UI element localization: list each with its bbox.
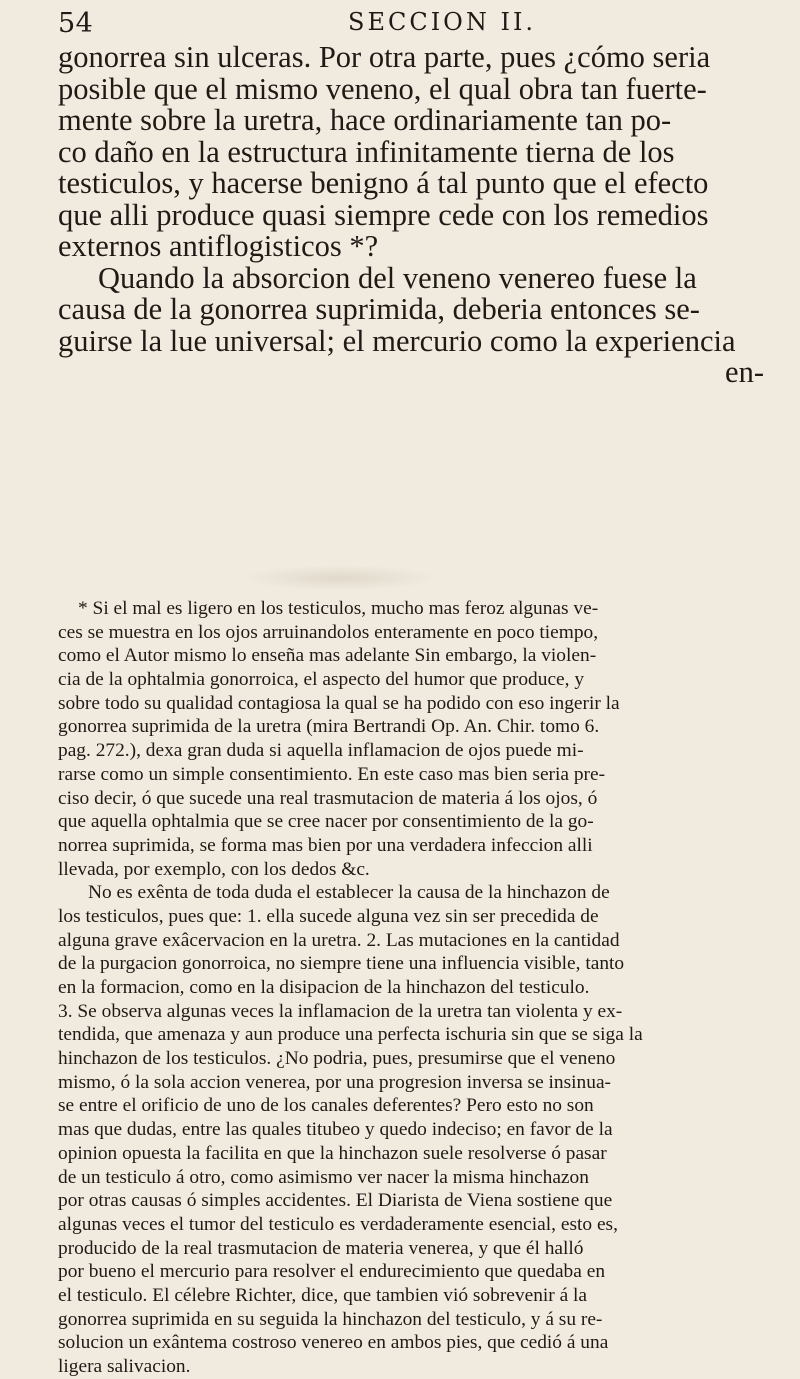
footnote-line: norrea suprimida, se forma mas bien por una verdadera infeccion alli xyxy=(58,834,593,856)
running-head: SECCION II. xyxy=(348,8,537,36)
footnote-line: gonorrea suprimida de la uretra (mira Bertrandi Op. An. Chir. tomo 6. xyxy=(58,716,600,738)
paper-stain xyxy=(240,565,440,591)
footnote-line: el testiculo. El célebre Richter, dice, que tambien vió sobrevenir á la xyxy=(58,1284,588,1306)
footnote-line: se entre el orificio de uno de los canales deferentes? Pero esto no son xyxy=(58,1095,594,1117)
footnote-line: 3. Se observa algunas veces la inflamacion de la uretra tan violenta y ex- xyxy=(58,1000,623,1022)
main-text-line: guirse la lue universal; el mercurio como la experiencia xyxy=(58,323,736,358)
footnote-line: pag. 272.), dexa gran duda si aquella inflamacion de ojos puede mi- xyxy=(58,740,584,762)
main-text xyxy=(58,42,764,389)
footnote-line: por bueno el mercurio para resolver el endurecimiento que quedaba en xyxy=(58,1261,606,1283)
footnote-line: * Si el mal es ligero en los testiculos, mucho mas feroz algunas ve- xyxy=(78,598,599,619)
main-text-line: co daño en la estructura infinitamente tierna de los xyxy=(58,134,675,169)
catchword: en- xyxy=(725,355,764,389)
page-number: 54 xyxy=(58,8,94,39)
footnote-line: llevada, por exemplo, con los dedos &c. xyxy=(58,858,370,880)
main-text-line: testiculos, y hacerse benigno á tal punto que el efecto xyxy=(58,166,709,200)
main-text-line: posible que el mismo veneno, el qual obra tan fuerte- xyxy=(58,71,707,106)
footnote-line: que aquella ophtalmia que se cree nacer por consentimiento de la go- xyxy=(58,811,594,833)
footnote-line: No es exênta de toda duda el establecer la causa de la hinchazon de xyxy=(88,882,610,904)
main-text-line: que alli produce quasi siempre cede con los remedios xyxy=(58,197,709,232)
main-text-line: Quando la absorcion del veneno venereo fuese la xyxy=(98,260,697,295)
footnote-line: los testiculos, pues que: 1. ella sucede alguna vez sin ser precedida de xyxy=(58,905,599,927)
footnote-line: ligera salivacion. xyxy=(58,1356,191,1377)
footnote-line: tendida, que amenaza y aun produce una perfecta ischuria sin que se siga la xyxy=(58,1024,643,1046)
main-text-line: causa de la gonorrea suprimida, deberia entonces se- xyxy=(58,292,700,326)
footnote-line: alguna grave exâcervacion en la uretra. 2. Las mutaciones en la cantidad xyxy=(58,929,620,951)
footnote-line: producido de la real trasmutacion de materia venerea, y que él halló xyxy=(58,1237,584,1259)
footnote-line: ciso decir, ó que sucede una real trasmutacion de materia á los ojos, ó xyxy=(58,787,598,809)
footnote-line: sobre todo su qualidad contagiosa la qual se ha podido con eso ingerir la xyxy=(58,692,620,714)
footnote-line: opinion opuesta la facilita en que la hinchazon suele resolverse ó pasar xyxy=(58,1142,607,1164)
main-text-line: externos antiflogisticos *? xyxy=(58,229,379,263)
footnote-line: ces se muestra en los ojos arruinandolos enteramente en poco tiempo, xyxy=(58,621,599,643)
page-header xyxy=(58,6,758,40)
footnote-line: hinchazon de los testiculos. ¿No podria, pues, presumirse que el veneno xyxy=(58,1048,616,1070)
footnote-line: solucion un exântema costroso venereo en ambos pies, que cedió á una xyxy=(58,1332,609,1354)
footnote-line: por otras causas ó simples accidentes. El Diarista de Viena sostiene que xyxy=(58,1190,613,1212)
footnote-line: rarse como un simple consentimiento. En este caso mas bien seria pre- xyxy=(58,763,606,785)
footnote-line: mismo, ó la sola accion venerea, por una progresion inversa se insinua- xyxy=(58,1071,612,1093)
footnote-line: mas que dudas, entre las quales titubeo y quedo indeciso; en favor de la xyxy=(58,1119,613,1141)
main-text-line: mente sobre la uretra, hace ordinariamente tan po- xyxy=(58,103,672,137)
footnote-line: cia de la ophtalmia gonorroica, el aspecto del humor que produce, y xyxy=(58,669,585,691)
footnote-line: como el Autor mismo lo enseña mas adelante Sin embargo, la violen- xyxy=(58,645,597,667)
footnote-block xyxy=(58,597,764,1379)
footnote-line: en la formacion, como en la disipacion de la hinchazon del testiculo. xyxy=(58,977,590,998)
main-text-line: gonorrea sin ulceras. Por otra parte, pues ¿cómo seria xyxy=(58,40,711,74)
footnote-line: de la purgacion gonorroica, no siempre tiene una influencia visible, tanto xyxy=(58,953,625,975)
footnote-line: gonorrea suprimida en su seguida la hinchazon del testiculo, y á su re- xyxy=(58,1308,603,1330)
footnote-line: algunas veces el tumor del testiculo es verdaderamente esencial, esto es, xyxy=(58,1213,618,1235)
footnote-line: de un testiculo á otro, como asimismo ver nacer la misma hinchazon xyxy=(58,1166,589,1188)
